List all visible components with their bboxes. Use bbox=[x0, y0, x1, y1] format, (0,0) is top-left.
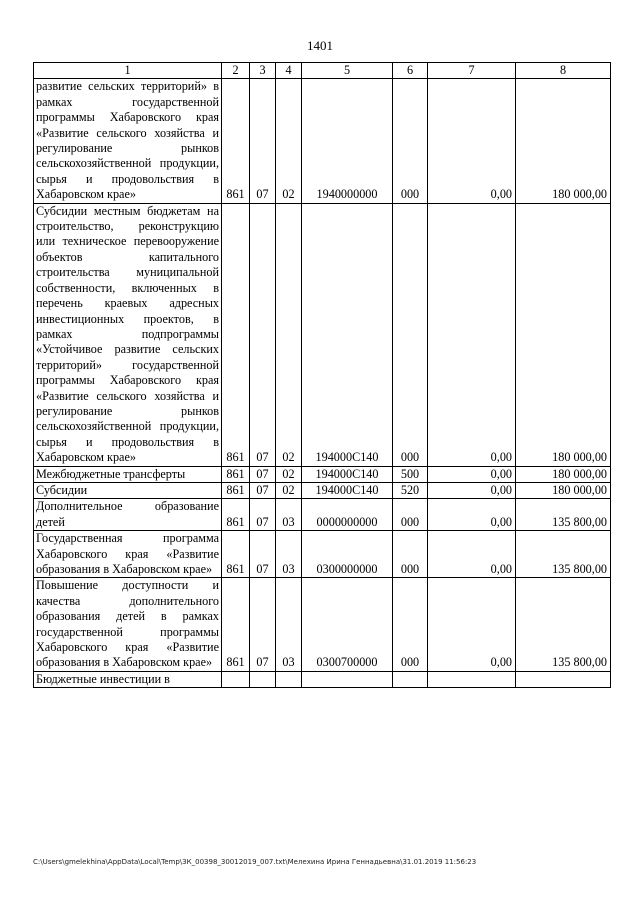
budget-table bbox=[33, 62, 611, 688]
cell-target: 194000С140 bbox=[302, 482, 393, 498]
table-row bbox=[34, 531, 611, 578]
cell-amount-8: 180 000,00 bbox=[516, 466, 611, 482]
cell-subsection: 03 bbox=[276, 531, 302, 578]
table-row bbox=[34, 79, 611, 203]
cell-subsection: 02 bbox=[276, 482, 302, 498]
cell-ministry bbox=[222, 671, 250, 687]
row-name: Межбюджетные трансферты bbox=[34, 466, 222, 482]
cell-type: 000 bbox=[393, 203, 428, 466]
cell-target: 194000С140 bbox=[302, 466, 393, 482]
col-header: 8 bbox=[516, 63, 611, 79]
cell-section: 07 bbox=[250, 79, 276, 203]
header-row bbox=[34, 63, 611, 79]
cell-section: 07 bbox=[250, 499, 276, 531]
cell-amount-7: 0,00 bbox=[428, 466, 516, 482]
cell-amount-8: 135 800,00 bbox=[516, 499, 611, 531]
cell-subsection: 03 bbox=[276, 578, 302, 671]
cell-section: 07 bbox=[250, 578, 276, 671]
cell-ministry: 861 bbox=[222, 482, 250, 498]
cell-amount-8 bbox=[516, 671, 611, 687]
cell-ministry: 861 bbox=[222, 79, 250, 203]
cell-type bbox=[393, 671, 428, 687]
cell-target: 194000С140 bbox=[302, 203, 393, 466]
cell-type: 500 bbox=[393, 466, 428, 482]
row-name: Субсидии местным бюджетам на строительство, реконструкцию или техническое перевооружение объектов капитального строительства муниципальной собственности, включенных в перечень краевых адресных инвестиционных проектов, в рамках подпрограммы «Устойчивое развитие сельских территорий» государственной программы Хабаровского края «Развитие сельского хозяйства и регулирование рынков сельскохозяйственной продукции, сырья и продовольствия в Хабаровском крае» bbox=[34, 203, 222, 466]
table-row bbox=[34, 203, 611, 466]
cell-target bbox=[302, 671, 393, 687]
cell-target: 0000000000 bbox=[302, 499, 393, 531]
cell-type: 000 bbox=[393, 531, 428, 578]
col-header: 1 bbox=[34, 63, 222, 79]
cell-amount-7: 0,00 bbox=[428, 79, 516, 203]
row-name: Повышение доступности и качества дополнительного образования детей в рамках государственной программы Хабаровского края «Развитие образования в Хабаровском крае» bbox=[34, 578, 222, 671]
cell-subsection bbox=[276, 671, 302, 687]
cell-subsection: 02 bbox=[276, 466, 302, 482]
table-row bbox=[34, 499, 611, 531]
cell-amount-7 bbox=[428, 671, 516, 687]
cell-amount-8: 135 800,00 bbox=[516, 578, 611, 671]
cell-type: 000 bbox=[393, 79, 428, 203]
cell-section: 07 bbox=[250, 203, 276, 466]
file-path-footer: C:\Users\gmelekhina\AppData\Local\Temp\ЗК_00398_30012019_007.txt\Мелехина Ирина Геннадьевна\31.01.2019 11:56:23 bbox=[33, 858, 477, 866]
cell-amount-8: 180 000,00 bbox=[516, 79, 611, 203]
row-name: развитие сельских территорий» в рамках государственной программы Хабаровского края «Развитие сельского хозяйства и регулирование рынков сельскохозяйственной продукции, сырья и продовольствия в Хабаровском крае» bbox=[34, 79, 222, 203]
cell-ministry: 861 bbox=[222, 203, 250, 466]
cell-type: 520 bbox=[393, 482, 428, 498]
row-name: Субсидии bbox=[34, 482, 222, 498]
page-number: 1401 bbox=[307, 38, 333, 53]
cell-section: 07 bbox=[250, 466, 276, 482]
row-name: Дополнительное образование детей bbox=[34, 499, 222, 531]
cell-type: 000 bbox=[393, 578, 428, 671]
cell-ministry: 861 bbox=[222, 578, 250, 671]
cell-section: 07 bbox=[250, 482, 276, 498]
cell-section: 07 bbox=[250, 531, 276, 578]
cell-subsection: 02 bbox=[276, 79, 302, 203]
cell-amount-7: 0,00 bbox=[428, 531, 516, 578]
cell-amount-8: 180 000,00 bbox=[516, 203, 611, 466]
cell-ministry: 861 bbox=[222, 499, 250, 531]
cell-section bbox=[250, 671, 276, 687]
table-row bbox=[34, 578, 611, 671]
cell-amount-7: 0,00 bbox=[428, 578, 516, 671]
cell-amount-7: 0,00 bbox=[428, 203, 516, 466]
col-header: 2 bbox=[222, 63, 250, 79]
table-row bbox=[34, 482, 611, 498]
cell-subsection: 02 bbox=[276, 203, 302, 466]
col-header: 7 bbox=[428, 63, 516, 79]
cell-amount-7: 0,00 bbox=[428, 499, 516, 531]
row-name: Бюджетные инвестиции в bbox=[34, 671, 222, 687]
cell-subsection: 03 bbox=[276, 499, 302, 531]
cell-ministry: 861 bbox=[222, 531, 250, 578]
cell-type: 000 bbox=[393, 499, 428, 531]
table-row bbox=[34, 466, 611, 482]
cell-amount-8: 135 800,00 bbox=[516, 531, 611, 578]
cell-ministry: 861 bbox=[222, 466, 250, 482]
row-name: Государственная программа Хабаровского края «Развитие образования в Хабаровском крае» bbox=[34, 531, 222, 578]
col-header: 5 bbox=[302, 63, 393, 79]
cell-target: 0300000000 bbox=[302, 531, 393, 578]
cell-amount-8: 180 000,00 bbox=[516, 482, 611, 498]
cell-amount-7: 0,00 bbox=[428, 482, 516, 498]
col-header: 6 bbox=[393, 63, 428, 79]
col-header: 3 bbox=[250, 63, 276, 79]
cell-target: 0300700000 bbox=[302, 578, 393, 671]
col-header: 4 bbox=[276, 63, 302, 79]
cell-target: 1940000000 bbox=[302, 79, 393, 203]
table-row bbox=[34, 671, 611, 687]
